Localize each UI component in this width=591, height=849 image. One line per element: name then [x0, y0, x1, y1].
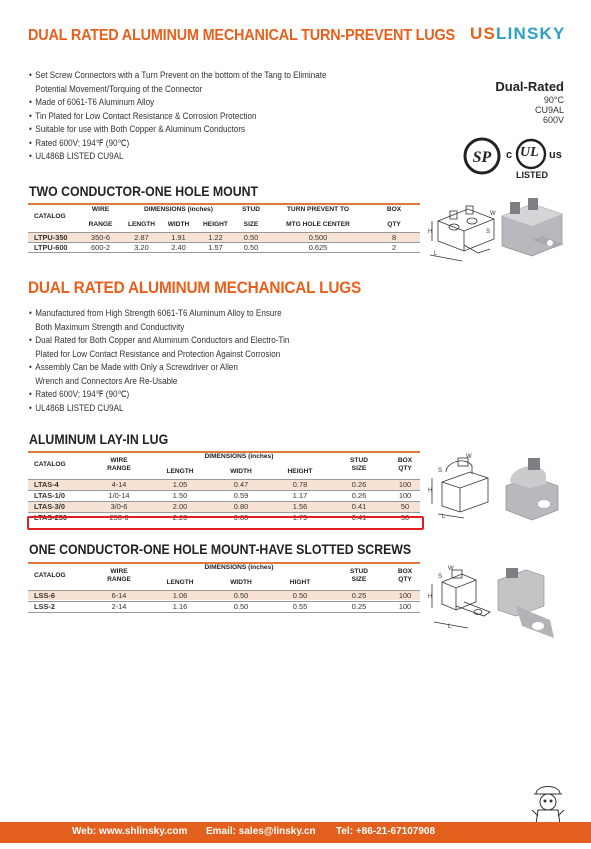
- col-height: HIGHT: [289, 578, 311, 586]
- col-size: SIZE: [243, 221, 259, 229]
- feature-list-1: [29, 69, 326, 164]
- feature-item: • UL486B LISTED CU9AL: [29, 150, 326, 164]
- cell: 600-2: [91, 242, 110, 252]
- cell: 1/0-14: [108, 491, 130, 500]
- cell: 1.79: [292, 513, 308, 523]
- col-box: BOX: [397, 568, 413, 575]
- col-mtg: MTG HOLE CENTER: [286, 221, 350, 229]
- svg-text:H: H: [428, 594, 433, 600]
- cell: 3/0-6: [110, 502, 128, 511]
- cell-catalog: LTPU-350: [34, 232, 68, 242]
- cell: 100: [398, 602, 412, 611]
- col-wire: WIRE: [110, 568, 128, 575]
- lug-photo-icon: [498, 196, 566, 269]
- table1-title: TWO CONDUCTOR-ONE HOLE MOUNT: [29, 183, 259, 199]
- page-title: DUAL RATED ALUMINUM MECHANICAL TURN-PREVENT LUGS: [28, 27, 455, 44]
- feature-item-cont: Plated for Low Contact Resistance and Protection Against Corrosion: [35, 348, 281, 359]
- feature-item: • Made of 6061-T6 Aluminum Alloy: [29, 96, 326, 110]
- cell: 0.55: [292, 602, 308, 611]
- feature-list-2: [29, 307, 289, 415]
- table1: [28, 203, 420, 253]
- cell-catalog: LTAS-1/0: [34, 491, 65, 500]
- row-highlight-box: [27, 516, 424, 530]
- feature-item-cont: Both Maximum Strength and Conductivity: [35, 321, 185, 332]
- rating-voltage: 600V: [542, 115, 564, 125]
- table-row: [28, 501, 420, 512]
- rating-title: Dual-Rated: [495, 79, 564, 94]
- cell: 2-14: [111, 602, 127, 611]
- col-range: RANGE: [107, 465, 131, 472]
- cell: 0.26: [351, 491, 367, 500]
- feature-item: • Dual Rated for Both Copper and Aluminum Conductors and Electro-Tin: [29, 334, 289, 348]
- cell: 1.05: [172, 480, 188, 489]
- cell: 1.22: [208, 232, 223, 242]
- cell: 0.50: [243, 242, 259, 252]
- cell: 0.59: [233, 491, 249, 500]
- table3: [28, 562, 420, 613]
- col-wire: [78, 203, 123, 219]
- lug-drawing-icon: [428, 562, 494, 635]
- cell-catalog: LTPU-600: [34, 242, 68, 252]
- table-row: [28, 601, 420, 612]
- cell-catalog: LTAS-4: [34, 480, 59, 489]
- brand-logo-us: US: [470, 24, 497, 43]
- col-wire-label: WIRE: [91, 206, 110, 213]
- cell: 0.41: [351, 513, 367, 523]
- brand-logo: [470, 24, 566, 44]
- rating-cu9al: CU9AL: [534, 105, 564, 115]
- cell: 1.57: [208, 242, 223, 252]
- cell: 0.50: [243, 232, 259, 242]
- cell: 100: [398, 491, 412, 500]
- ul-listed-label: LISTED: [516, 170, 549, 180]
- cell: 0.50: [233, 591, 249, 600]
- feature-item: • Tin Plated for Low Contact Resistance & Corrosion Protection: [29, 110, 326, 124]
- feature-item: • Set Screw Connectors with a Turn Prevent on the bottom of the Tang to Eliminate: [29, 69, 326, 83]
- cell-catalog: LSS-6: [34, 591, 55, 600]
- cell: 0.25: [351, 602, 367, 611]
- col-stud: STUD: [350, 568, 368, 575]
- cell: 2.20: [172, 513, 188, 523]
- footer-phone[interactable]: Tel: +86-21-67107908: [336, 826, 436, 837]
- cell: 3.20: [134, 242, 149, 252]
- feature-item: • Manufactured from High Strength 6061-T6 Aluminum Alloy to Ensure: [29, 307, 289, 321]
- col-catalog: CATALOG: [34, 571, 66, 579]
- cell: 50: [400, 513, 410, 523]
- cell: 6-14: [111, 591, 127, 600]
- col-size: SIZE: [351, 465, 367, 472]
- table2-title: ALUMINUM LAY-IN LUG: [29, 431, 169, 447]
- col-width: WIDTH: [230, 578, 252, 586]
- cell: 0.50: [233, 602, 249, 611]
- col-height: HEIGHT: [287, 467, 313, 475]
- cell: 0.25: [351, 591, 367, 600]
- col-length: LENGTH: [166, 578, 194, 586]
- svg-text:W: W: [448, 566, 454, 572]
- col-stud: STUD: [350, 457, 368, 464]
- col-box: BOX: [386, 206, 402, 213]
- lug-photo-icon: [494, 566, 564, 645]
- svg-text:W: W: [466, 454, 472, 460]
- ul-listed-icon: [506, 136, 566, 182]
- col-dimensions: DIMENSIONS (inches): [204, 453, 274, 460]
- col-width: WIDTH: [167, 221, 190, 229]
- footer-email[interactable]: Email: sales@linsky.cn: [206, 826, 316, 837]
- cell: 0.78: [292, 480, 308, 489]
- col-dimensions: DIMENSIONS (inches): [144, 206, 213, 213]
- cell: 50: [400, 502, 410, 511]
- table3-title: ONE CONDUCTOR-ONE HOLE MOUNT-HAVE SLOTTED SCREWS: [29, 541, 412, 557]
- cell: 250-6: [109, 513, 129, 523]
- cell: 0.41: [351, 502, 367, 511]
- col-height: HEIGHT: [203, 221, 228, 229]
- cell: 1.06: [172, 591, 188, 600]
- cell: 8: [391, 232, 397, 242]
- rating-temp: 90°C: [543, 95, 564, 105]
- footer-bar: [0, 822, 591, 843]
- col-length: LENGTH: [166, 467, 194, 475]
- col-size: SIZE: [351, 576, 367, 583]
- csa-icon: [462, 136, 502, 181]
- brand-logo-linsky: LINSKY: [496, 24, 566, 43]
- svg-text:W: W: [490, 211, 496, 217]
- table-row: [28, 490, 420, 501]
- cell: 100: [398, 591, 412, 600]
- col-qty: QTY: [398, 465, 412, 472]
- col-catalog: CATALOG: [34, 460, 66, 468]
- svg-text:H: H: [428, 229, 433, 235]
- col-range: RANGE: [88, 221, 113, 229]
- cell: 100: [398, 480, 412, 489]
- col-qty: QTY: [398, 576, 412, 583]
- ul-c-mark: c: [506, 149, 513, 161]
- col-length: LENGTH: [127, 221, 156, 229]
- feature-item-cont: Wrench and Connectors Are Re-Usable: [35, 375, 178, 386]
- cell: 2.40: [171, 242, 186, 252]
- cell-catalog: LTAS-3/0: [34, 502, 65, 511]
- cell: 0.80: [233, 502, 249, 511]
- col-box: BOX: [397, 457, 413, 464]
- ul-us-mark: us: [549, 149, 562, 161]
- cell: 1.17: [292, 491, 308, 500]
- feature-item: • Rated 600V; 194℉ (90℃): [29, 137, 326, 151]
- table-row: [28, 590, 420, 601]
- rating-block: [495, 79, 564, 125]
- cell-catalog: LSS-2: [34, 602, 55, 611]
- cell: 2.87: [134, 232, 149, 242]
- cell: 1.50: [172, 491, 188, 500]
- feature-item: • UL486B LISTED CU9AL: [29, 402, 289, 416]
- cell: 0.50: [292, 591, 308, 600]
- svg-text:S: S: [438, 468, 443, 474]
- section2-title: DUAL RATED ALUMINUM MECHANICAL LUGS: [28, 279, 362, 297]
- cell: 1.16: [172, 602, 188, 611]
- feature-item: • Suitable for use with Both Copper & Aluminum Conductors: [29, 123, 326, 137]
- col-catalog: CATALOG: [34, 213, 66, 221]
- cell: 2: [391, 242, 397, 252]
- col-stud: STUD: [242, 206, 260, 213]
- col-width: WIDTH: [230, 467, 252, 475]
- lug-drawing-icon: [428, 452, 500, 525]
- cell: 0.26: [351, 480, 367, 489]
- col-turn: TURN PREVENT TO: [286, 206, 350, 213]
- cell: 1.91: [171, 232, 186, 242]
- svg-text:L: L: [442, 514, 446, 520]
- col-range: RANGE: [107, 576, 131, 583]
- feature-item: • Assembly Can be Made with Only a Screwdriver or Allen: [29, 361, 289, 375]
- lug-drawing-icon: [428, 199, 500, 270]
- cell-catalog: LTAS-250: [34, 513, 67, 523]
- lug-photo-icon: [500, 456, 568, 527]
- cell: 4-14: [111, 480, 127, 489]
- cell: 0.47: [233, 480, 249, 489]
- svg-text:L: L: [448, 624, 452, 630]
- footer-web[interactable]: Web: www.shlinsky.com: [72, 826, 188, 837]
- svg-text:SP: SP: [472, 149, 492, 166]
- cell: 0.500: [308, 232, 328, 242]
- svg-text:S: S: [486, 229, 491, 235]
- ul-mark: UL: [520, 145, 539, 160]
- cell: 350-6: [91, 232, 110, 242]
- cell: 1.56: [292, 502, 308, 511]
- svg-text:S: S: [438, 574, 443, 580]
- col-wire: WIRE: [110, 457, 128, 464]
- cell: 0.80: [233, 513, 249, 523]
- cell: 0.625: [308, 242, 328, 252]
- feature-item: • Rated 600V; 194℉ (90℃): [29, 388, 289, 402]
- col-dimensions: DIMENSIONS (inches): [204, 564, 274, 571]
- svg-text:L: L: [434, 251, 438, 257]
- table2: [28, 451, 420, 523]
- table-row: [28, 242, 420, 252]
- feature-item-cont: Potential Movement/Torquing of the Connector: [35, 83, 203, 94]
- cell: 2.00: [172, 502, 188, 511]
- table-row: [28, 479, 420, 490]
- table-row: [28, 232, 420, 242]
- svg-text:H: H: [428, 488, 433, 494]
- col-qty: QTY: [387, 221, 401, 229]
